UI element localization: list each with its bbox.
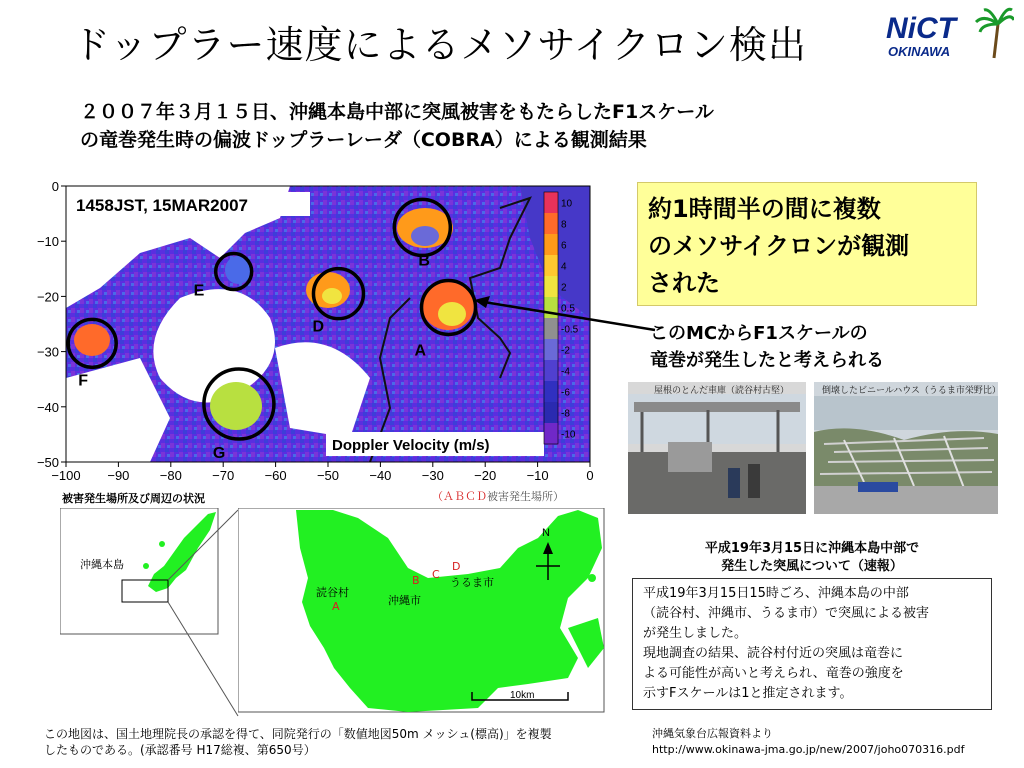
mesocyclone-label: B <box>418 252 430 270</box>
place-okinawa: 沖縄市 <box>388 594 421 607</box>
x-tick-label: −10 <box>526 468 549 483</box>
detail-map <box>238 508 606 714</box>
colorbar-segment <box>544 234 558 256</box>
x-tick-label: −60 <box>264 468 287 483</box>
y-axis <box>37 179 66 470</box>
x-tick-label: −20 <box>474 468 497 483</box>
colorbar-tick-label: -2 <box>561 345 570 357</box>
photo-caption: 屋根のとんだ車庫（読谷村古堅） <box>654 386 790 396</box>
x-tick-label: −30 <box>421 468 444 483</box>
colorbar-tick-label: -4 <box>561 366 570 378</box>
echo-g <box>210 382 262 430</box>
place-yomitan: 読谷村 <box>316 586 349 599</box>
colorbar-segment <box>544 255 558 277</box>
damage-mark-c: C <box>432 568 440 581</box>
map-section-label: 被害発生場所及び周辺の状況 <box>62 492 205 505</box>
mesocyclone-label: E <box>193 282 205 300</box>
x-tick-label: −90 <box>107 468 130 483</box>
page-title: ドップラー速度によるメソサイクロン検出 <box>72 23 807 67</box>
colorbar-segment <box>544 339 558 361</box>
photo-caption: 倒壊したビニールハウス（うるま市栄野比） <box>822 386 1001 396</box>
y-tick-label: −20 <box>36 289 59 305</box>
north-label: N <box>542 527 550 539</box>
x-axis <box>51 462 593 483</box>
x-tick-label: −100 <box>51 468 81 483</box>
damage-mark-a: A <box>332 600 340 613</box>
colorbar-tick-label: 4 <box>561 261 567 273</box>
svg-text:OKINAWA: OKINAWA <box>888 44 951 59</box>
colorbar-segment <box>544 192 558 214</box>
colorbar-tick-label: -0.5 <box>561 324 579 336</box>
mc-note: このMCからF1スケールの 竜巻が発生したと考えられる <box>650 323 884 371</box>
damage-mark-d: D <box>452 560 461 573</box>
island-label: 沖縄本島 <box>80 558 124 571</box>
y-tick-label: −10 <box>36 234 59 250</box>
damage-mark-b: B <box>412 574 420 587</box>
x-tick-label: −50 <box>316 468 340 483</box>
nict-okinawa-logo <box>884 6 1014 66</box>
y-tick-label: −30 <box>36 344 59 360</box>
mesocyclone-callout: 約1時間半の間に複数 のメソサイクロンが観測 された <box>637 182 977 306</box>
colorbar-tick-label: -6 <box>561 387 570 399</box>
colorbar-tick-label: 2 <box>561 282 567 294</box>
callout-arrow <box>470 290 660 340</box>
y-tick-label: −50 <box>36 455 59 470</box>
x-tick-label: −70 <box>212 468 235 483</box>
source-credit: 沖縄気象台広報資料より http://www.okinawa-jma.go.jp/new/2007/joho070316.pdf <box>652 727 965 756</box>
mesocyclone-label: A <box>414 342 427 360</box>
colorbar-tick-label: 8 <box>561 219 567 231</box>
mesocyclone-label: F <box>78 372 88 390</box>
source-url[interactable]: http://www.okinawa-jma.go.jp/new/2007/joho070316.pdf <box>652 743 965 756</box>
map-footnote: この地図は、国土地理院長の承認を得て、同院発行の「数値地図50m メッシュ(標高)」を複製 したものである。(承認番号 H17総複、第650号） <box>44 727 552 757</box>
colorbar-tick-label: 0.5 <box>561 303 575 315</box>
colorbar-tick-label: -8 <box>561 408 570 420</box>
colorbar-segment <box>544 402 558 424</box>
report-title: 平成19年3月15日に沖縄本島中部で 発生した突風について（速報） <box>704 541 920 574</box>
colorbar-segment <box>544 423 558 445</box>
x-tick-label: −40 <box>369 468 392 483</box>
x-tick-label: 0 <box>586 468 594 483</box>
colorbar-segment <box>544 381 558 403</box>
mesocyclone-label: G <box>212 445 226 463</box>
y-tick-label: 0 <box>51 179 59 194</box>
photo-greenhouse <box>814 382 1001 514</box>
echo-f <box>74 324 110 356</box>
damage-legend: （ＡＢＣＤ被害発生場所） <box>432 490 564 503</box>
svg-text:NiCT: NiCT <box>886 12 956 45</box>
chart-title: 1458JST, 15MAR2007 <box>76 196 249 215</box>
y-tick-label: −40 <box>36 399 59 415</box>
colorbar-tick-label: -10 <box>561 429 576 441</box>
colorbar-label: Doppler Velocity (m/s) <box>332 437 490 454</box>
colorbar-tick-label: 10 <box>561 198 573 210</box>
colorbar-segment <box>544 360 558 382</box>
colorbar-tick-label: 6 <box>561 240 567 252</box>
x-tick-label: −80 <box>159 468 182 483</box>
subtitle: ２００７年３月１５日、沖縄本島中部に突風被害をもたらしたF1スケール の竜巻発生時の偏波ドップラーレーダ（COBRA）による観測結果 <box>80 101 714 151</box>
scale-label: 10km <box>510 690 535 701</box>
place-uruma: うるま市 <box>450 576 494 589</box>
report-body: 平成19年3月15日15時ごろ、沖縄本島の中部 （読谷村、沖縄市、うるま市）で突風による被害 が発生しました。 現地調査の結果、読谷村付近の突風は竜巻に よる可能性が高いと考えられ、竜巻の強度を 示すFスケールは1と推定されます。 <box>632 578 992 710</box>
mesocyclone-label: D <box>312 318 325 336</box>
photo-garage <box>628 382 806 514</box>
colorbar-segment <box>544 213 558 235</box>
